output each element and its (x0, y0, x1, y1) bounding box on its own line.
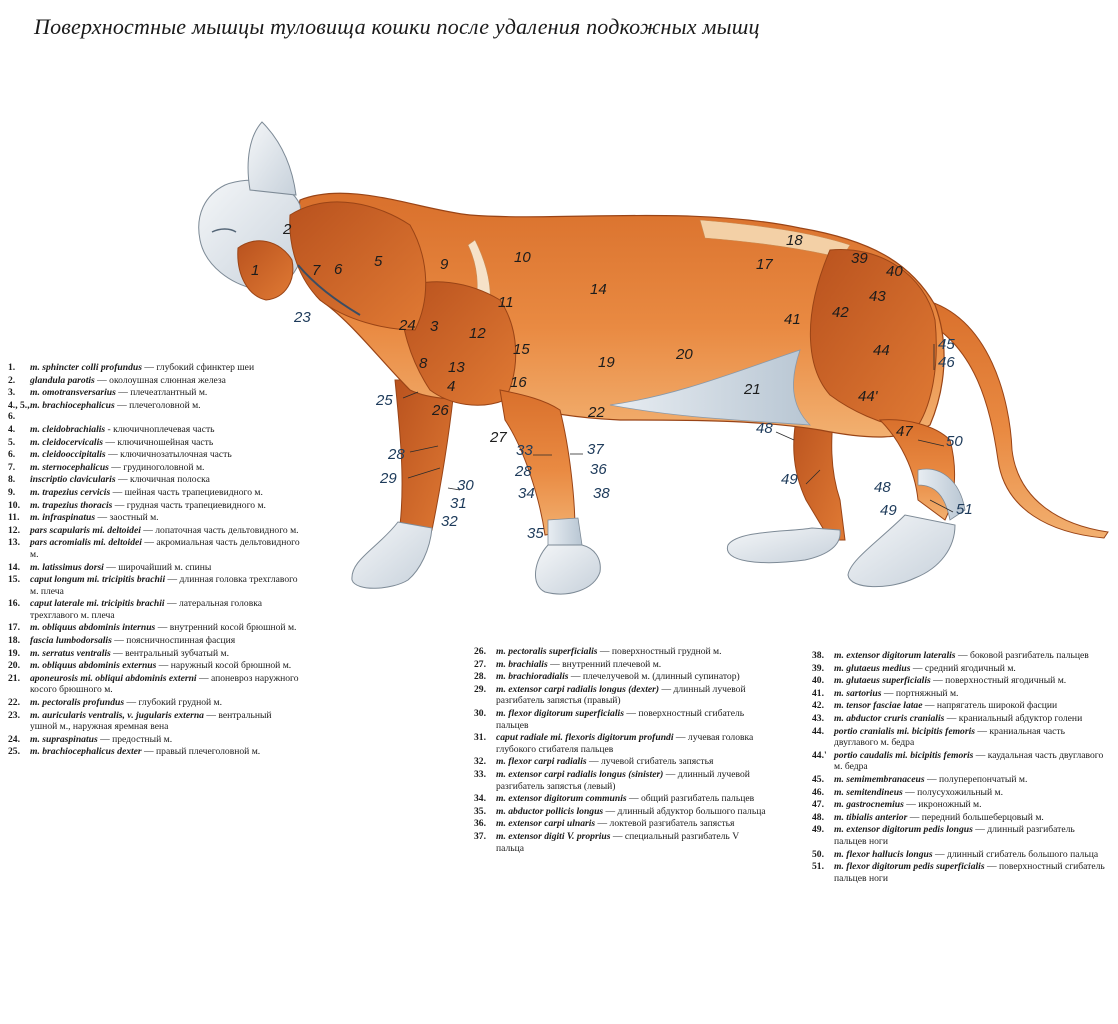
legend-latin-term: m. brachiocephalicus (30, 399, 115, 411)
legend-item (812, 750, 1106, 773)
legend-russian-term: — шейная часть трапециевидного м. (110, 486, 263, 498)
label-number: 1 (251, 262, 260, 279)
legend-item (812, 861, 1106, 884)
legend-number: 14. (8, 561, 20, 573)
legend-latin-term: m. abductor cruris cranialis (834, 712, 945, 724)
legend-column-3 (812, 650, 1106, 885)
legend-latin-term: m. trapezius cervicis (30, 486, 111, 498)
label-number: 12 (469, 325, 486, 342)
legend-number: 28. (474, 671, 486, 683)
legend-number: 38. (812, 650, 824, 661)
legend-latin-term: portio cranialis mi. bicipitis femoris (834, 725, 975, 737)
legend-russian-term: — поверхностный грудной м. (597, 646, 722, 657)
ear (248, 122, 296, 195)
legend-russian-term: — длинный сгибатель большого пальца (932, 848, 1099, 860)
label-number: 21 (744, 381, 761, 398)
label-number: 51 (956, 501, 973, 518)
legend-russian-term: — полуперепончатый м. (924, 773, 1028, 785)
legend-number: 44.' (812, 749, 827, 761)
legend-item (8, 635, 300, 647)
legend-latin-term: m. extensor digiti V. proprius (496, 830, 611, 842)
legend-item (474, 793, 766, 805)
legend-item (474, 646, 766, 658)
legend-latin-term: portio caudalis mi. bicipitis femoris (834, 749, 974, 761)
label-number: 23 (294, 309, 311, 326)
legend-russian-term: — специальный разгибатель V пальца (496, 830, 739, 854)
label-number: 2 (283, 221, 292, 238)
legend-item (474, 708, 766, 731)
legend-item (474, 769, 766, 792)
legend-latin-term: caput radiale mi. flexoris digitorum profundi (496, 732, 674, 744)
legend-number: 36. (474, 818, 486, 830)
legend-number: 19. (8, 647, 20, 659)
legend-russian-term: — длинный абдуктор большого пальца (603, 805, 766, 817)
legend-russian-term: — ключичношейная часть (103, 436, 214, 448)
legend-number: 22. (8, 697, 20, 709)
label-number: 10 (514, 249, 531, 266)
label-number: 30 (457, 477, 474, 494)
legend-number: 18. (8, 635, 20, 647)
label-number: 5 (374, 253, 383, 270)
legend-latin-term: m. extensor carpi ulnaris (496, 818, 596, 830)
legend-russian-term: — длинный разгибатель пальцев ноги (834, 824, 1075, 847)
legend-number: 8. (8, 474, 16, 486)
legend-item (8, 648, 300, 660)
legend-item (8, 574, 300, 597)
legend-latin-term: m. cleidobrachialis (30, 423, 106, 435)
legend-russian-term: — заостный м. (95, 512, 159, 524)
legend-russian-term: — внутренний косой брюшной м. (155, 622, 297, 634)
label-number: 25 (376, 392, 393, 409)
legend-item (8, 449, 300, 461)
label-number: 45 (938, 336, 955, 353)
legend-russian-term: — локтевой разгибатель запястья (595, 818, 735, 830)
legend-russian-term: — длинная головка трехглавого м. плеча (30, 574, 298, 597)
legend-number: 16. (8, 598, 20, 610)
legend-latin-term: m. glutaeus superficialis (834, 675, 931, 687)
legend-item (8, 622, 300, 634)
legend-item (474, 671, 766, 683)
legend-russian-term: — передний большеберцовый м. (907, 811, 1044, 823)
legend-item (474, 806, 766, 818)
legend-number: 17. (8, 622, 20, 634)
legend-number: 49. (812, 824, 824, 836)
legend-russian-term: — вентральный зубчатый м. (110, 647, 229, 659)
legend-latin-term: m. pectoralis profundus (30, 697, 125, 709)
legend-item (8, 598, 300, 621)
legend-number: 27. (474, 658, 486, 670)
legend-item (812, 650, 1106, 662)
legend-russian-term: — латеральная головка трехглавого м. плеча (30, 598, 262, 621)
legend-russian-term: — краниальная часть двуглавого м. бедра (834, 725, 1065, 749)
legend-item (8, 462, 300, 474)
label-number: 33 (516, 442, 533, 459)
legend-latin-term: glandula parotis (30, 374, 95, 386)
legend-russian-term: — длинный лучевой разгибатель запястья (левый) (496, 768, 750, 792)
label-number: 41 (784, 311, 801, 328)
legend-latin-term: fascia lumbodorsalis (30, 635, 112, 647)
legend-latin-term: m. tibialis anterior (834, 811, 908, 823)
legend-number: 24. (8, 733, 20, 745)
label-number: 14 (590, 281, 607, 298)
legend-russian-term: — наружный косой брюшной м. (156, 660, 292, 672)
legend-russian-term: — поясничноспинная фасция (111, 635, 236, 647)
label-number: 44 (873, 342, 890, 359)
label-number: 9 (440, 256, 449, 273)
legend-russian-term: — плечеатлантный м. (115, 387, 208, 399)
legend-number: 46. (812, 786, 824, 798)
label-number: 48 (874, 479, 891, 496)
legend-latin-term: m. glutaeus medius (834, 662, 911, 674)
legend-russian-term: — икроножный м. (903, 799, 982, 811)
legend-number: 31. (474, 732, 486, 744)
legend-item (8, 474, 300, 486)
legend-russian-term: — апоневроз наружного косого брюшного м. (30, 672, 299, 696)
legend-item (812, 799, 1106, 811)
legend-russian-term: — напрягатель широкой фасции (922, 700, 1058, 712)
legend-number: 21. (8, 672, 20, 684)
legend-latin-term: m. pectoralis superficialis (496, 646, 598, 657)
legend-item (8, 387, 300, 399)
label-number: 22 (588, 404, 605, 421)
legend-number: 50. (812, 848, 824, 860)
legend-latin-term: m. flexor carpi radialis (496, 756, 587, 768)
legend-item (8, 746, 300, 758)
legend-latin-term: m. abductor pollicis longus (496, 805, 604, 817)
label-number: 28 (388, 446, 405, 463)
legend-russian-term: — общий разгибатель пальцев (626, 793, 755, 805)
legend-item (8, 660, 300, 672)
legend-russian-term: — поверхностный сгибатель пальцев ноги (834, 861, 1105, 884)
legend-number: 9. (8, 486, 16, 498)
legend-number: 34. (474, 793, 486, 805)
legend-number: 7. (8, 461, 16, 473)
legend-item (8, 375, 300, 387)
legend-russian-term: — длинный лучевой разгибатель запястья (правый) (496, 683, 746, 707)
legend-number: 45. (812, 773, 824, 785)
label-number: 31 (450, 495, 467, 512)
legend-item (8, 562, 300, 574)
legend-latin-term: m. auricularis ventralis, v. jugularis externa (30, 709, 204, 721)
legend-russian-term: — лучевой сгибатель запястья (586, 756, 714, 768)
legend-item (812, 812, 1106, 824)
legend-latin-term: m. extensor digitorum pedis longus (834, 824, 973, 836)
legend-russian-term: — плечеголовной м. (114, 399, 201, 411)
label-number: 35 (527, 525, 544, 542)
label-number: 11 (498, 294, 514, 311)
legend-russian-term: — ключичнозатылочная часть (105, 449, 232, 461)
legend-latin-term: m. gastrocnemius (834, 799, 904, 811)
legend-latin-term: m. semitendineus (834, 786, 903, 798)
legend-russian-term: — правый плечеголовной м. (141, 746, 261, 758)
legend-number: 47. (812, 799, 824, 811)
label-number: 16 (510, 374, 527, 391)
legend-number: 37. (474, 830, 486, 842)
label-number: 4 (447, 378, 456, 395)
legend-number: 33. (474, 768, 486, 780)
legend-number: 51. (812, 861, 824, 873)
legend-russian-term: — плечелучевой м. (длинный супинатор) (568, 671, 740, 683)
legend-number: 13. (8, 537, 20, 549)
legend-latin-term: pars acromialis mi. deltoidei (30, 537, 142, 549)
legend-latin-term: pars scapularis mi. deltoidei (30, 524, 141, 536)
label-number: 15 (513, 341, 530, 358)
legend-latin-term: m. flexor hallucis longus (834, 848, 933, 860)
legend-number: 41. (812, 687, 824, 699)
legend-russian-term: — каудальная часть двуглавого м. бедра (834, 749, 1104, 773)
legend-item (8, 487, 300, 499)
legend-number: 4., 5., 6. (8, 399, 30, 423)
legend-russian-term: — лопаточная часть дельтовидного м. (140, 524, 299, 536)
label-number: 18 (786, 232, 803, 249)
near-hind-paw (848, 515, 955, 587)
legend-item (812, 726, 1106, 749)
label-number: 39 (851, 250, 868, 267)
legend-item (474, 831, 766, 854)
legend-latin-term: m. extensor carpi radialis longus (dexter) (496, 683, 660, 695)
legend-russian-term: — ключичная полоска (115, 474, 210, 486)
legend-latin-term: m. brachialis (496, 658, 548, 670)
label-number: 6 (334, 261, 343, 278)
legend-latin-term: m. brachiocephalicus dexter (30, 746, 142, 758)
legend-russian-term: — средний ягодичный м. (910, 662, 1016, 674)
legend-russian-term: — предостный м. (97, 733, 173, 745)
legend-russian-term: — глубокий сфинктер шеи (141, 362, 255, 373)
label-number: 50 (946, 433, 963, 450)
legend-item (812, 700, 1106, 712)
legend-number: 20. (8, 660, 20, 672)
legend-item (812, 713, 1106, 725)
legend-latin-term: m. sphincter colli profundus (30, 362, 142, 373)
legend-item (8, 734, 300, 746)
legend-column-1 (8, 362, 300, 759)
legend-number: 25. (8, 746, 20, 758)
legend-number: 1. (8, 362, 16, 373)
legend-item (474, 818, 766, 830)
legend-item (8, 537, 300, 560)
legend-latin-term: m. latissimus dorsi (30, 561, 104, 573)
label-number: 7 (312, 262, 321, 279)
label-number: 46 (938, 354, 955, 371)
legend-russian-term: — околоушная слюнная железа (94, 374, 226, 386)
legend-latin-term: m. trapezius thoracis (30, 499, 113, 511)
legend-item (8, 500, 300, 512)
legend-latin-term: m. flexor digitorum pedis superficialis (834, 861, 985, 873)
legend-russian-term: — глубокий грудной м. (124, 697, 223, 709)
legend-number: 5. (8, 436, 16, 448)
far-hind-paw (727, 528, 840, 563)
legend-number: 48. (812, 811, 824, 823)
legend-number: 15. (8, 574, 20, 586)
label-number: 43 (869, 288, 886, 305)
legend-number: 23. (8, 709, 20, 721)
legend-number: 3. (8, 387, 16, 399)
legend-latin-term: m. extensor carpi radialis longus (sinister) (496, 768, 664, 780)
legend-number: 43. (812, 712, 824, 724)
legend-latin-term: m. omotransversarius (30, 387, 116, 399)
legend-number: 42. (812, 700, 824, 712)
legend-russian-term: — поверхностный ягодичный м. (930, 675, 1067, 687)
legend-russian-term: — вентральный ушной м., наружная яремная вена (30, 709, 272, 733)
legend-russian-term: — портняжный м. (881, 687, 959, 699)
legend-column-2 (474, 646, 766, 855)
legend-number: 6. (8, 449, 16, 461)
label-number: 29 (380, 470, 397, 487)
near-fore-wrist (548, 518, 582, 548)
legend-item (812, 787, 1106, 799)
legend-russian-term: — внутренний плечевой м. (547, 658, 662, 670)
label-number: 13 (448, 359, 465, 376)
legend-item (8, 525, 300, 537)
legend-item (812, 774, 1106, 786)
label-number: 8 (419, 355, 428, 372)
legend-item (8, 673, 300, 696)
label-number: 26 (432, 402, 449, 419)
legend-latin-term: m. cleidocervicalis (30, 436, 103, 448)
label-number: 32 (441, 513, 458, 530)
legend-number: 39. (812, 662, 824, 674)
legend-russian-term: — грудиноголовной м. (108, 461, 205, 473)
legend-russian-term: — краниальный абдуктор голени (944, 712, 1083, 724)
legend-latin-term: m. extensor digitorum lateralis (834, 650, 956, 661)
label-number: 17 (756, 256, 773, 273)
label-number: 36 (590, 461, 607, 478)
label-number: 47 (896, 423, 913, 440)
legend-russian-term: — поверхностный сгибатель пальцев (496, 707, 745, 731)
label-number: 20 (676, 346, 693, 363)
label-number: 34 (518, 485, 535, 502)
legend-number: 32. (474, 756, 486, 768)
legend-item (8, 710, 300, 733)
legend-latin-term: m. sartorius (834, 687, 882, 699)
near-fore-paw (535, 545, 600, 594)
legend-item (474, 732, 766, 755)
label-number: 19 (598, 354, 615, 371)
legend-item (8, 512, 300, 524)
legend-item (812, 824, 1106, 847)
legend-item (474, 659, 766, 671)
legend-latin-term: m. sternocephalicus (30, 461, 109, 473)
legend-latin-term: m. obliquus abdominis externus (30, 660, 157, 672)
far-fore-paw (352, 522, 432, 588)
label-number: 3 (430, 318, 439, 335)
legend-number: 2. (8, 374, 16, 386)
label-number: 49 (781, 471, 798, 488)
page-title: Поверхностные мышцы туловища кошки после удаления подкожных мышц (34, 14, 760, 39)
legend-item (474, 684, 766, 707)
legend-russian-term: — полусухожильный м. (902, 786, 1003, 798)
label-number: 28 (515, 463, 532, 480)
legend-latin-term: m. brachioradialis (496, 671, 569, 683)
legend-latin-term: m. tensor fasciae latae (834, 700, 923, 712)
legend-latin-term: caput laterale mi. tricipitis brachii (30, 598, 165, 610)
legend-item (812, 849, 1106, 861)
legend-latin-term: m. flexor digitorum superficialis (496, 707, 624, 719)
label-number: 24 (399, 317, 416, 334)
legend-number: 40. (812, 675, 824, 687)
label-number: 49 (880, 502, 897, 519)
legend-number: 11. (8, 512, 20, 524)
legend-item (8, 697, 300, 709)
legend-number: 35. (474, 805, 486, 817)
legend-russian-term: — широчайший м. спины (103, 561, 212, 573)
legend-number: 30. (474, 707, 486, 719)
legend-item (812, 663, 1106, 675)
legend-russian-term: — лучевая головка глубокого сгибателя пальцев (496, 732, 754, 755)
label-number: 40 (886, 263, 903, 280)
label-number: 38 (593, 485, 610, 502)
legend-item (8, 437, 300, 449)
label-number: 27 (490, 429, 507, 446)
legend-latin-term: inscriptio clavicularis (30, 474, 116, 486)
legend-latin-term: caput longum mi. tricipitis brachii (30, 574, 166, 586)
label-number: 37 (587, 441, 604, 458)
label-number: 42 (832, 304, 849, 321)
label-number: 44' (858, 388, 878, 405)
legend-russian-term: — акромиальная часть дельтовидного м. (30, 537, 300, 560)
legend-latin-term: m. serratus ventralis (30, 647, 111, 659)
legend-latin-term: m. supraspinatus (30, 733, 98, 745)
legend-russian-term: — грудная часть трапециевидного м. (112, 499, 266, 511)
legend-latin-term: m. cleidooccipitalis (30, 449, 106, 461)
legend-item (474, 756, 766, 768)
legend-item (812, 675, 1106, 687)
legend-latin-term: aponeurosis mi. obliqui abdominis externi (30, 672, 197, 684)
legend-item (812, 688, 1106, 700)
legend-russian-term: — боковой разгибатель пальцев (955, 650, 1089, 661)
legend-latin-term: m. extensor digitorum communis (496, 793, 627, 805)
legend-latin-term: m. obliquus abdominis internus (30, 622, 156, 634)
legend-number: 44. (812, 725, 824, 737)
legend-number: 12. (8, 524, 20, 536)
legend-number: 29. (474, 683, 486, 695)
legend-latin-term: m. semimembranaceus (834, 773, 925, 785)
legend-item (8, 424, 300, 436)
label-number: 48 (756, 420, 773, 437)
legend-item (8, 362, 300, 374)
legend-number: 4. (8, 423, 16, 435)
legend-latin-term: m. infraspinatus (30, 512, 96, 524)
legend-number: 10. (8, 499, 20, 511)
legend-item (8, 400, 300, 423)
legend-number: 26. (474, 646, 486, 657)
legend-russian-term: - ключичноплечевая часть (105, 423, 215, 435)
